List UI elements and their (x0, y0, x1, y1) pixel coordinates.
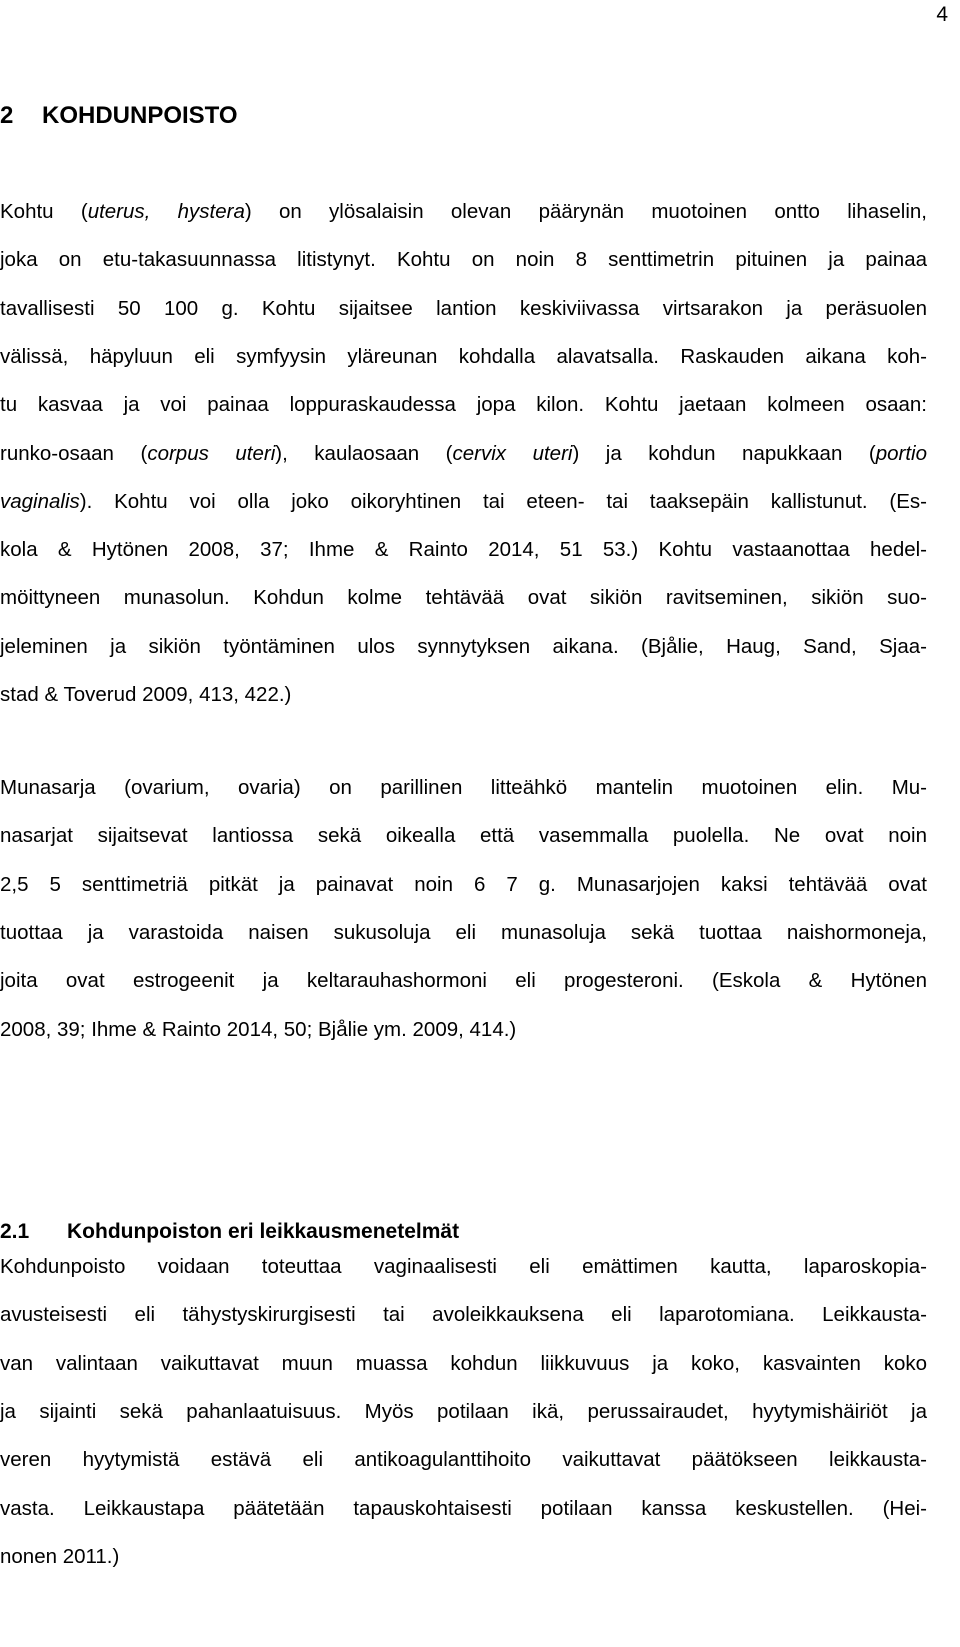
text-line (0, 821, 927, 851)
text-line (0, 1300, 927, 1330)
text-line (0, 487, 927, 517)
text-segment: veren hyytymistä estävä eli antikoagulanttihoito vaikuttavat päätökseen leikkausta- (0, 1448, 927, 1472)
italic-term: corpus uteri (147, 441, 276, 465)
text-line (0, 680, 291, 710)
text-segment: runko-osaan ( (0, 441, 148, 465)
text-segment: välissä, häpyluun eli symfyysin yläreunan kohdalla alavatsalla. Raskauden aikana koh- (0, 344, 927, 368)
text-segment: möittyneen munasolun. Kohdun kolme tehtävää ovat sikiön ravitseminen, sikiön suo- (0, 586, 927, 610)
text-segment: nonen 2011.) (0, 1544, 120, 1568)
text-line (0, 583, 927, 613)
text-line (0, 294, 927, 324)
text-line (0, 1494, 927, 1524)
text-segment: jeleminen ja sikiön työntäminen ulos synnytyksen aikana. (Bjålie, Haug, Sand, Sjaa- (0, 634, 927, 658)
text-segment: ) ja kohdun napukkaan ( (572, 441, 876, 465)
text-segment: ) on ylösalaisin olevan päärynän muotoinen ontto lihaselin, (244, 200, 928, 223)
text-segment: tavallisesti 50 100 g. Kohtu sijaitsee lantion keskiviivassa virtsarakon ja peräsuolen (0, 296, 927, 320)
text-line (0, 918, 927, 948)
text-line (0, 966, 927, 996)
text-line (0, 870, 927, 900)
italic-term: cervix uteri (452, 441, 573, 465)
text-segment: kola & Hytönen 2008, 37; Ihme & Rainto 2014, 51 53.) Kohtu vastaanottaa hedel- (0, 538, 927, 562)
text-segment: joka on etu-takasuunnassa litistynyt. Kohtu on noin 8 senttimetrin pituinen ja painaa (0, 248, 927, 272)
text-segment: ). Kohtu voi olla joko oikoryhtinen tai eteen- tai taaksepäin kallistunut. (Es- (79, 489, 927, 513)
text-segment: 2,5 5 senttimetriä pitkät ja painavat noin 6 7 g. Munasarjojen kaksi tehtävää ovat (0, 872, 927, 896)
text-segment: joita ovat estrogeenit ja keltarauhashormoni eli progesteroni. (Eskola & Hytönen (0, 969, 927, 993)
text-segment: stad & Toverud 2009, 413, 422.) (0, 683, 292, 706)
text-line (0, 773, 927, 803)
text-segment: ja sijainti sekä pahanlaatuisuus. Myös potilaan ikä, perussairaudet, hyytymishäiriöt ja (0, 1399, 927, 1423)
section-number: 2 (0, 102, 14, 129)
text-line (0, 1445, 927, 1475)
text-line (0, 1015, 516, 1045)
text-line (0, 342, 927, 372)
text-line (0, 1349, 927, 1379)
text-segment: Munasarja (ovarium, ovaria) on parillinen litteähkö mantelin muotoinen elin. Mu- (0, 776, 927, 799)
text-line (0, 535, 927, 565)
text-line (0, 245, 927, 275)
page-number: 4 (936, 3, 948, 26)
text-segment: Kohtu ( (0, 200, 88, 223)
text-line (0, 1252, 927, 1282)
text-segment: 2008, 39; Ihme & Rainto 2014, 50; Bjålie ym. 2009, 414.) (0, 1017, 517, 1041)
text-segment: avusteisesti eli tähystyskirurgisesti tai avoleikkauksena eli laparotomiana. Leikkausta- (0, 1303, 927, 1327)
italic-term: portio (875, 441, 927, 465)
subsection-heading (0, 1217, 459, 1247)
section-heading (0, 100, 238, 132)
text-segment: ), kaulaosaan ( (275, 441, 453, 465)
subsection-number: 2.1 (0, 1220, 30, 1243)
text-line (0, 390, 927, 420)
text-segment: van valintaan vaikuttavat muun muassa kohdun liikkuvuus ja koko, kasvainten koko (0, 1351, 927, 1375)
text-line (0, 632, 927, 662)
section-title: KOHDUNPOISTO (42, 102, 238, 129)
text-segment: nasarjat sijaitsevat lantiossa sekä oikealla että vasemmalla puolella. Ne ovat noin (0, 824, 927, 848)
text-segment: Kohdunpoisto voidaan toteuttaa vaginaalisesti eli emättimen kautta, laparoskopia- (0, 1255, 927, 1278)
subsection-title: Kohdunpoiston eri leikkausmenetelmät (67, 1220, 460, 1243)
text-segment: tu kasvaa ja voi painaa loppuraskaudessa jopa kilon. Kohtu jaetaan kolmeen osaan: (0, 393, 927, 417)
italic-term: uterus, hystera (87, 200, 245, 223)
text-segment: tuottaa ja varastoida naisen sukusoluja eli munasoluja sekä tuottaa naishormoneja, (0, 920, 927, 944)
text-line (0, 439, 927, 469)
text-line (0, 197, 927, 227)
text-line (0, 1542, 119, 1572)
italic-term: vaginalis (0, 489, 80, 513)
text-line (0, 1397, 927, 1427)
text-segment: vasta. Leikkaustapa päätetään tapauskohtaisesti potilaan kanssa keskustellen. (Hei- (0, 1496, 927, 1520)
